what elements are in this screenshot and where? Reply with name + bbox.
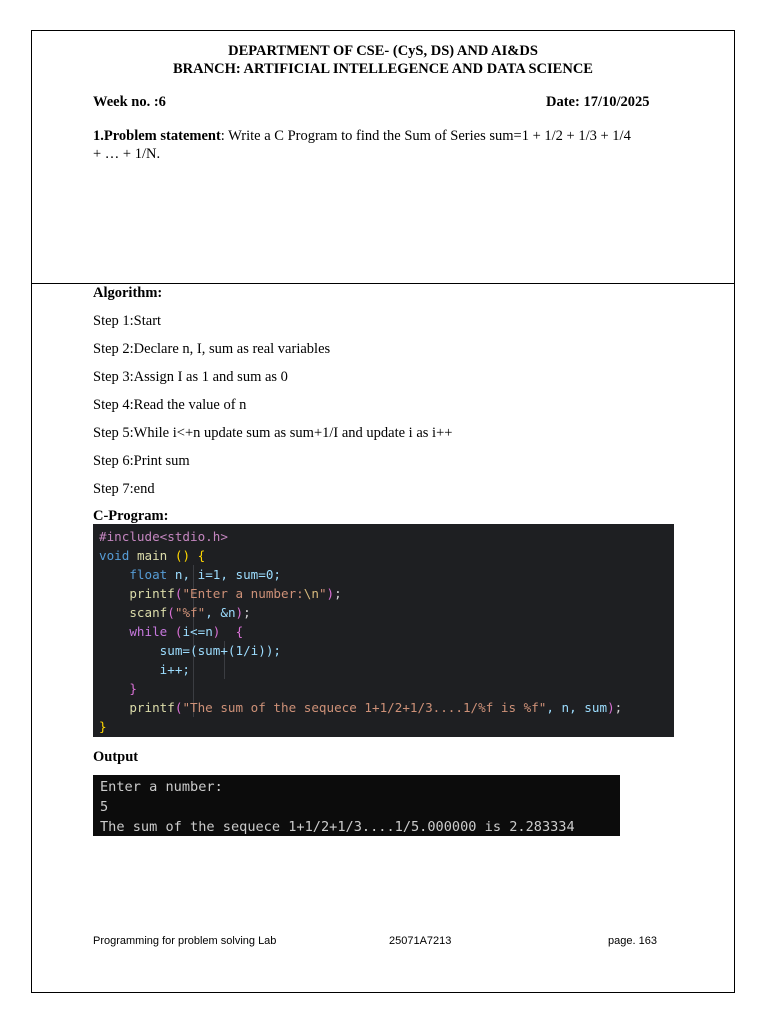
code-line: float n, i=1, sum=0; — [129, 567, 282, 582]
code-line: scanf("%f", &n); — [129, 605, 251, 620]
output-line: Enter a number: — [100, 779, 223, 795]
console-output — [93, 775, 620, 836]
algorithm-step: Step 2:Declare n, I, sum as real variables — [93, 341, 331, 357]
code-line: sum=(sum+(1/i)); — [159, 643, 281, 658]
week-number: Week no. :6 — [93, 94, 166, 110]
code-line: void main () { — [99, 548, 206, 563]
code-line: while (i<=n) { — [129, 624, 244, 639]
code-line: i++; — [159, 662, 191, 677]
code-line: #include<stdio.h> — [99, 529, 228, 544]
algorithm-step: Step 1:Start — [93, 313, 162, 329]
algorithm-title: Algorithm: — [93, 285, 163, 301]
department-heading: DEPARTMENT OF CSE- (CyS, DS) AND AI&DS — [228, 43, 538, 59]
algorithm-step: Step 3:Assign I as 1 and sum as 0 — [93, 369, 288, 385]
problem-text-cont: + … + 1/N. — [93, 146, 161, 162]
output-line: The sum of the sequece 1+1/2+1/3....1/5.000000 is 2.283334 — [100, 819, 575, 835]
footer-course: Programming for problem solving Lab — [93, 935, 277, 947]
code-line: } — [99, 719, 107, 734]
algorithm-step: Step 6:Print sum — [93, 453, 190, 469]
code-line: printf("Enter a number:\n"); — [129, 586, 342, 601]
footer-page-number: page. 163 — [608, 935, 657, 947]
problem-statement — [93, 127, 673, 163]
problem-label: 1.Problem statement — [93, 128, 221, 144]
code-line: printf("The sum of the sequece 1+1/2+1/3....1/%f is %f", n, sum); — [129, 700, 623, 715]
problem-text: : Write a C Program to find the Sum of Series sum=1 + 1/2 + 1/3 + 1/4 — [220, 128, 631, 144]
section-divider — [31, 283, 735, 284]
output-title: Output — [93, 749, 139, 765]
algorithm-step: Step 4:Read the value of n — [93, 397, 247, 413]
output-line: 5 — [100, 799, 109, 815]
code-screenshot — [93, 524, 674, 737]
footer-roll-number: 25071A7213 — [389, 935, 452, 947]
code-line: } — [129, 681, 137, 696]
algorithm-step: Step 7:end — [93, 481, 155, 497]
algorithm-step: Step 5:While i<+n update sum as sum+1/I and update i as i++ — [93, 425, 453, 441]
date: Date: 17/10/2025 — [546, 94, 650, 110]
program-title: C-Program: — [93, 508, 169, 524]
branch-heading: BRANCH: ARTIFICIAL INTELLEGENCE AND DATA SCIENCE — [173, 61, 593, 77]
